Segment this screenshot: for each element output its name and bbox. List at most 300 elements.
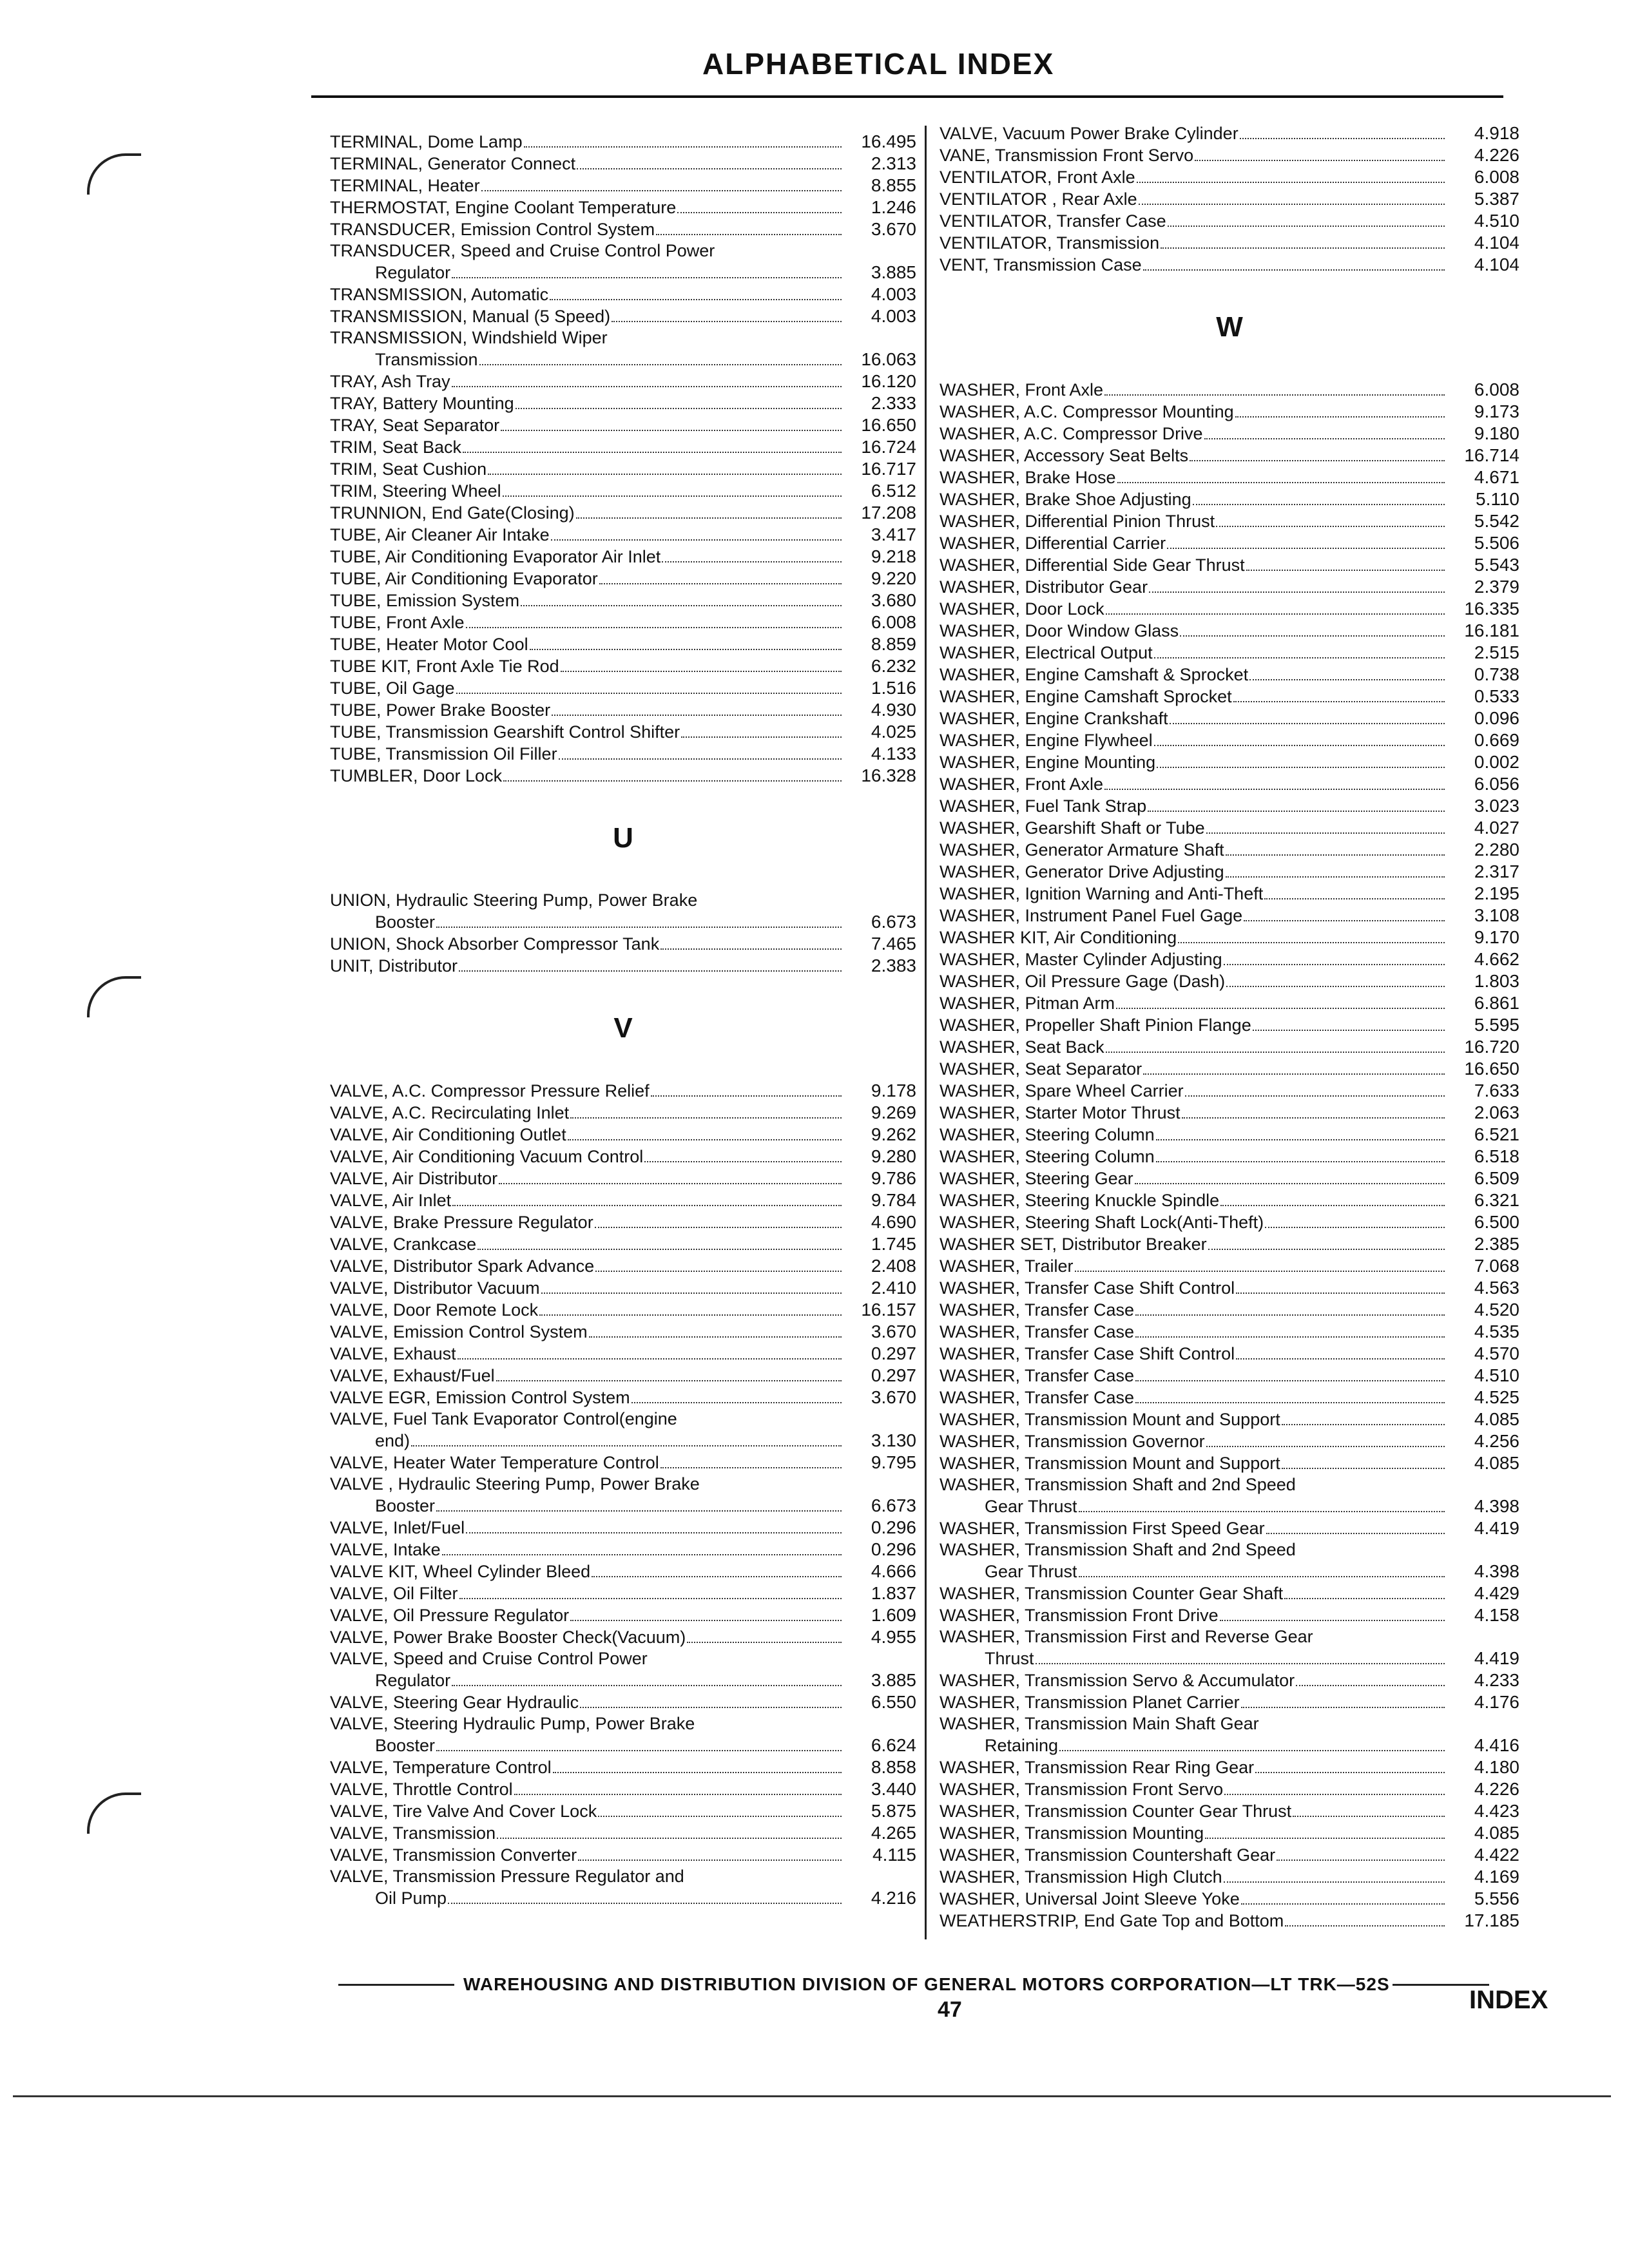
index-entry <box>940 1189 1519 1211</box>
entry-name: VALVE, Inlet/Fuel <box>330 1518 465 1537</box>
index-entry <box>940 254 1519 276</box>
entry-number: 3.440 <box>871 1779 916 1799</box>
index-entry <box>330 284 916 305</box>
entry-name: VALVE, A.C. Recirculating Inlet <box>330 1103 570 1122</box>
entry-number: 3.670 <box>871 1387 916 1407</box>
entry-name: VENT, Transmission Case <box>940 255 1142 274</box>
index-entry <box>330 1343 916 1365</box>
entry-number: 9.795 <box>871 1452 916 1472</box>
entry-number: 4.535 <box>1474 1321 1519 1341</box>
dot-leader <box>458 1358 842 1360</box>
dot-leader <box>1117 482 1445 483</box>
entry-number: 4.265 <box>871 1823 916 1843</box>
index-entry <box>330 218 916 240</box>
dot-leader <box>576 517 842 519</box>
entry-number: 4.525 <box>1474 1387 1519 1407</box>
entry-name: Retaining <box>985 1736 1059 1755</box>
dot-leader <box>1106 1052 1445 1053</box>
index-entry <box>940 1626 1519 1648</box>
entry-name: WASHER, Engine Camshaft & Sprocket <box>940 665 1249 684</box>
dot-leader <box>541 1293 842 1294</box>
dot-leader <box>1180 635 1445 637</box>
dot-leader <box>1224 1794 1445 1795</box>
dot-leader <box>681 736 842 738</box>
entry-number: 16.720 <box>1464 1037 1519 1057</box>
entry-name: VALVE , Hydraulic Steering Pump, Power Brake <box>330 1474 700 1494</box>
dot-leader <box>1139 204 1445 205</box>
entry-name: WASHER, Transmission Servo & Accumulator <box>940 1671 1295 1690</box>
entry-name: TUBE, Power Brake Booster <box>330 700 551 720</box>
index-entry <box>940 1866 1519 1888</box>
entry-name: WASHER, Instrument Panel Fuel Gage <box>940 906 1243 925</box>
entry-name: Booster <box>375 912 436 932</box>
dot-leader <box>1167 548 1445 549</box>
entry-name: VANE, Transmission Front Servo <box>940 146 1194 165</box>
entry-number: 4.115 <box>872 1845 916 1865</box>
index-entry <box>940 883 1519 905</box>
index-entry <box>940 1910 1519 1932</box>
index-entry <box>330 1102 916 1124</box>
dot-leader <box>497 1838 842 1839</box>
entry-name: WASHER, Transmission Rear Ring Gear <box>940 1758 1255 1777</box>
dot-leader <box>448 1903 842 1904</box>
index-entry <box>330 1146 916 1168</box>
entry-name: VALVE, Transmission Converter <box>330 1845 577 1865</box>
index-entry <box>940 122 1519 144</box>
section-letter: W <box>1216 311 1243 343</box>
dot-leader <box>1154 745 1445 746</box>
entry-name: WASHER, Front Axle <box>940 774 1104 794</box>
index-entry <box>940 1648 1519 1669</box>
dot-leader <box>503 495 842 497</box>
entry-number: 7.633 <box>1474 1081 1519 1100</box>
entry-number: 7.068 <box>1474 1256 1519 1276</box>
index-entry <box>940 1669 1519 1691</box>
index-entry <box>940 1800 1519 1822</box>
index-entry <box>940 795 1519 817</box>
entry-name: Regulator <box>375 1671 451 1690</box>
index-entry <box>330 590 916 611</box>
entry-name: WASHER, Steering Shaft Lock(Anti-Theft) <box>940 1213 1264 1232</box>
index-entry <box>940 970 1519 992</box>
index-entry <box>940 1146 1519 1168</box>
entry-name: WASHER, Distributor Gear <box>940 577 1148 597</box>
entry-name: VALVE, Fuel Tank Evaporator Control(engine <box>330 1409 677 1428</box>
index-entry <box>940 905 1519 927</box>
dot-leader <box>463 452 842 453</box>
dot-leader <box>499 1183 842 1184</box>
index-entry <box>330 502 916 524</box>
index-entry <box>330 1866 916 1887</box>
entry-number: 16.650 <box>1464 1059 1519 1079</box>
entry-number: 4.176 <box>1474 1692 1519 1712</box>
dot-leader <box>411 1445 842 1446</box>
entry-name: VALVE, Distributor Spark Advance <box>330 1256 595 1276</box>
entry-name: TRANSMISSION, Manual (5 Speed) <box>330 307 611 326</box>
entry-name: WASHER, A.C. Compressor Drive <box>940 424 1203 443</box>
entry-name: VALVE, Brake Pressure Regulator <box>330 1213 593 1232</box>
dot-leader <box>1036 1663 1445 1664</box>
dot-leader <box>599 583 842 584</box>
entry-name: VALVE, Exhaust <box>330 1344 456 1363</box>
index-entry <box>940 576 1519 598</box>
entry-name: TUBE KIT, Front Axle Tie Rod <box>330 657 559 676</box>
dot-leader <box>1220 1620 1445 1621</box>
index-entry <box>330 546 916 568</box>
dot-leader <box>1135 1402 1445 1403</box>
entry-name: WASHER, Seat Back <box>940 1037 1104 1057</box>
dot-leader <box>570 1620 842 1621</box>
entry-name: Transmission <box>375 350 478 369</box>
dot-leader <box>1216 526 1445 527</box>
entry-name: WASHER, Transmission First Speed Gear <box>940 1519 1265 1538</box>
index-entry <box>330 1430 916 1452</box>
dot-leader <box>1244 920 1445 921</box>
index-entry <box>330 1277 916 1299</box>
entry-name: VALVE, Door Remote Lock <box>330 1300 539 1320</box>
entry-number: 16.157 <box>861 1300 916 1320</box>
entry-name: WASHER, Transmission Countershaft Gear <box>940 1845 1276 1865</box>
entry-name: WASHER, Engine Camshaft Sprocket <box>940 687 1232 706</box>
index-entry <box>940 1080 1519 1102</box>
index-entry <box>940 1474 1519 1495</box>
dot-leader <box>1265 1227 1445 1228</box>
index-entry <box>940 1888 1519 1910</box>
entry-name: TRAY, Battery Mounting <box>330 394 514 413</box>
entry-number: 4.520 <box>1474 1300 1519 1320</box>
index-entry <box>940 927 1519 948</box>
index-entry <box>330 1387 916 1408</box>
dot-leader <box>477 1249 842 1250</box>
entry-name: WASHER, Brake Hose <box>940 468 1116 487</box>
entry-name: WASHER, Transmission Mounting <box>940 1823 1204 1843</box>
entry-name: WASHER, Transmission High Clutch <box>940 1867 1222 1887</box>
entry-name: WASHER, Transfer Case <box>940 1300 1135 1320</box>
entry-name: WASHER, Transmission Governor <box>940 1432 1205 1451</box>
entry-name: TRAY, Ash Tray <box>330 372 450 391</box>
entry-number: 6.518 <box>1474 1146 1519 1166</box>
index-entry <box>330 1844 916 1866</box>
entry-name: VALVE, Heater Water Temperature Control <box>330 1453 659 1472</box>
entry-name: WASHER SET, Distributor Breaker <box>940 1235 1207 1254</box>
entry-number: 2.313 <box>871 153 916 173</box>
entry-number: 4.104 <box>1474 255 1519 274</box>
entry-name: VALVE, Air Distributor <box>330 1169 498 1188</box>
entry-name: TUMBLER, Door Lock <box>330 766 503 785</box>
dot-leader <box>592 1576 842 1577</box>
entry-number: 16.181 <box>1464 620 1519 640</box>
index-entry <box>330 1408 916 1430</box>
dot-leader <box>595 1271 842 1272</box>
entry-number: 7.465 <box>871 934 916 954</box>
entry-number: 4.226 <box>1474 145 1519 165</box>
index-column-right <box>940 122 1519 1932</box>
index-entry <box>940 1735 1519 1756</box>
dot-leader <box>1206 1446 1445 1447</box>
dot-leader <box>578 1860 842 1861</box>
entry-name: WASHER, Transfer Case Shift Control <box>940 1278 1235 1298</box>
entry-number: 9.220 <box>871 568 916 588</box>
entry-number: 5.875 <box>871 1801 916 1821</box>
entry-number: 6.008 <box>871 612 916 632</box>
index-entry <box>940 1102 1519 1124</box>
index-entry <box>330 1474 916 1495</box>
entry-number: 2.333 <box>871 393 916 413</box>
entry-name: UNION, Shock Absorber Compressor Tank <box>330 934 660 954</box>
dot-leader <box>436 1510 842 1512</box>
entry-name: VALVE, Power Brake Booster Check(Vacuum) <box>330 1628 686 1647</box>
entry-name: UNION, Hydraulic Steering Pump, Power Brake <box>330 890 698 910</box>
index-entry <box>940 642 1519 664</box>
dot-leader <box>550 299 842 300</box>
dot-leader <box>656 234 842 235</box>
entry-number: 6.861 <box>1474 993 1519 1013</box>
index-entry <box>330 721 916 743</box>
entry-number: 2.280 <box>1474 840 1519 860</box>
entry-name: VALVE EGR, Emission Control System <box>330 1388 630 1407</box>
entry-number: 6.673 <box>871 1495 916 1515</box>
entry-name: TERMINAL, Generator Connect <box>330 154 576 173</box>
entry-name: WASHER, Trailer <box>940 1256 1074 1276</box>
index-entry <box>330 175 916 197</box>
entry-number: 1.803 <box>1474 971 1519 991</box>
index-entry <box>940 379 1519 401</box>
dot-leader <box>1135 1380 1445 1381</box>
dot-leader <box>1156 1161 1445 1162</box>
entry-name: VENTILATOR, Front Axle <box>940 168 1135 187</box>
entry-name: WASHER, Oil Pressure Gage (Dash) <box>940 972 1226 991</box>
index-entry <box>940 1756 1519 1778</box>
entry-name: WASHER, A.C. Compressor Mounting <box>940 402 1234 421</box>
index-entry <box>940 554 1519 576</box>
entry-number: 9.269 <box>871 1102 916 1122</box>
dot-leader <box>459 1598 842 1599</box>
dot-leader <box>1206 832 1445 834</box>
entry-name: WASHER, Transmission Main Shaft Gear <box>940 1714 1259 1733</box>
dot-leader <box>1224 1881 1445 1883</box>
index-entry <box>330 1495 916 1517</box>
index-entry <box>330 1887 916 1909</box>
index-entry <box>940 664 1519 686</box>
index-entry <box>330 1561 916 1582</box>
index-entry <box>940 1124 1519 1146</box>
dot-leader <box>466 627 842 628</box>
index-entry <box>330 655 916 677</box>
entry-name: WASHER, Front Axle <box>940 380 1104 399</box>
entry-number: 9.173 <box>1474 401 1519 421</box>
dot-leader <box>553 1772 842 1773</box>
dot-leader <box>1104 394 1445 396</box>
index-entry <box>330 1778 916 1800</box>
index-entry <box>330 305 916 327</box>
entry-name: UNIT, Distributor <box>330 956 458 975</box>
index-entry <box>330 436 916 458</box>
entry-name: WASHER, Fuel Tank Strap <box>940 796 1147 816</box>
entry-number: 3.108 <box>1474 905 1519 925</box>
index-entry <box>940 166 1519 188</box>
index-entry <box>330 1233 916 1255</box>
entry-number: 4.416 <box>1474 1735 1519 1755</box>
entry-name: WASHER, Transmission Shaft and 2nd Speed <box>940 1540 1296 1559</box>
entry-number: 5.595 <box>1474 1015 1519 1035</box>
entry-number: 2.515 <box>1474 642 1519 662</box>
section-letter: V <box>613 1012 633 1044</box>
dot-leader <box>551 539 842 541</box>
index-entry <box>940 1036 1519 1058</box>
dot-leader <box>1116 1008 1445 1009</box>
index-entry <box>330 197 916 218</box>
entry-number: 4.133 <box>871 744 916 764</box>
entry-number: 4.398 <box>1474 1496 1519 1516</box>
column-divider <box>925 126 927 1939</box>
binder-hole-mark <box>87 1792 141 1834</box>
index-entry <box>330 414 916 436</box>
dot-leader <box>503 780 842 782</box>
dot-leader <box>1296 1685 1445 1686</box>
entry-name: WASHER, Spare Wheel Carrier <box>940 1081 1184 1100</box>
entry-number: 6.673 <box>871 912 916 932</box>
dot-leader <box>1226 876 1445 878</box>
index-entry <box>940 620 1519 642</box>
dot-leader <box>1168 226 1445 227</box>
bottom-rule <box>13 2095 1611 2097</box>
entry-name: Booster <box>375 1736 436 1755</box>
entry-name: Gear Thrust <box>985 1497 1077 1516</box>
entry-name: WEATHERSTRIP, End Gate Top and Bottom <box>940 1911 1284 1930</box>
entry-number: 4.510 <box>1474 1365 1519 1385</box>
dot-leader <box>1161 247 1445 249</box>
index-entry <box>330 153 916 175</box>
dot-leader <box>452 277 842 278</box>
footer-division-text: WAREHOUSING AND DISTRIBUTION DIVISION OF GENERAL MOTORS CORPORATION—LT TRK—52S <box>463 1974 1390 1994</box>
entry-number: 2.410 <box>871 1278 916 1298</box>
dot-leader <box>1293 1816 1445 1817</box>
index-entry <box>940 1430 1519 1452</box>
index-entry <box>330 955 916 977</box>
entry-name: VALVE, Steering Gear Hydraulic <box>330 1693 579 1712</box>
entry-name: WASHER, Transmission First and Reverse Gear <box>940 1627 1313 1646</box>
entry-number: 4.104 <box>1474 233 1519 253</box>
entry-name: VALVE, Oil Pressure Regulator <box>330 1606 570 1625</box>
entry-number: 4.216 <box>871 1888 916 1908</box>
index-entry <box>940 488 1519 510</box>
index-entry <box>940 839 1519 861</box>
entry-number: 16.063 <box>861 349 916 369</box>
dot-leader <box>1253 1030 1445 1031</box>
index-entry <box>940 423 1519 445</box>
entry-number: 2.063 <box>1474 1102 1519 1122</box>
binder-hole-mark <box>87 976 141 1017</box>
entry-name: TRANSDUCER, Speed and Cruise Control Power <box>330 241 715 260</box>
entry-number: 0.297 <box>871 1365 916 1385</box>
entry-number: 16.328 <box>861 765 916 785</box>
entry-name: WASHER KIT, Air Conditioning <box>940 928 1177 947</box>
dot-leader <box>687 1642 842 1643</box>
index-entry <box>940 510 1519 532</box>
entry-name: TRAY, Seat Separator <box>330 416 500 435</box>
entry-name: VALVE, Vacuum Power Brake Cylinder <box>940 124 1239 143</box>
entry-number: 16.495 <box>861 131 916 151</box>
dot-leader <box>570 1117 842 1119</box>
index-entry <box>330 933 916 955</box>
index-entry <box>940 1014 1519 1036</box>
dot-leader <box>479 364 842 365</box>
dot-leader <box>436 927 842 928</box>
dot-leader <box>1149 591 1445 593</box>
entry-name: WASHER, Transmission Planet Carrier <box>940 1693 1240 1712</box>
dot-leader <box>1135 1183 1445 1184</box>
entry-number: 6.500 <box>1474 1212 1519 1232</box>
dot-leader <box>1135 1314 1445 1316</box>
entry-name: WASHER, Transmission Shaft and 2nd Speed <box>940 1475 1296 1494</box>
index-entry <box>330 370 916 392</box>
index-entry <box>330 765 916 787</box>
index-entry <box>330 240 916 262</box>
entry-number: 6.512 <box>871 481 916 501</box>
entry-number: 3.023 <box>1474 796 1519 816</box>
dot-leader <box>436 1750 842 1751</box>
dot-leader <box>1079 1511 1445 1512</box>
entry-name: VALVE, Distributor Vacuum <box>330 1278 540 1298</box>
entry-number: 16.650 <box>861 415 916 435</box>
entry-number: 3.417 <box>871 524 916 544</box>
dot-leader <box>496 1380 842 1381</box>
dot-leader <box>1240 138 1445 139</box>
dot-leader <box>1143 1073 1445 1075</box>
entry-name: WASHER, Differential Side Gear Thrust <box>940 555 1245 575</box>
entry-number: 1.609 <box>871 1605 916 1625</box>
dot-leader <box>660 948 842 950</box>
index-entry <box>940 1713 1519 1735</box>
index-entry <box>330 1669 916 1691</box>
entry-number: 6.008 <box>1474 167 1519 187</box>
index-entry <box>940 1517 1519 1539</box>
index-entry <box>940 751 1519 773</box>
entry-name: VALVE, Steering Hydraulic Pump, Power Brake <box>330 1714 695 1733</box>
dot-leader <box>1204 438 1445 439</box>
dot-leader <box>1284 1598 1445 1599</box>
entry-number: 6.624 <box>871 1735 916 1755</box>
dot-leader <box>1255 1772 1445 1773</box>
entry-number: 2.385 <box>1474 1234 1519 1254</box>
index-entry <box>330 611 916 633</box>
entry-name: TRANSMISSION, Windshield Wiper <box>330 328 608 347</box>
dot-leader <box>501 430 842 431</box>
dot-leader <box>442 1554 842 1555</box>
entry-number: 2.383 <box>871 956 916 975</box>
dot-leader <box>1236 1358 1445 1360</box>
index-entry <box>330 1604 916 1626</box>
footer-rule <box>338 1984 454 1986</box>
entry-number: 9.786 <box>871 1168 916 1188</box>
entry-number: 6.008 <box>1474 380 1519 399</box>
entry-name: WASHER, Universal Joint Sleeve Yoke <box>940 1889 1240 1908</box>
entry-name: WASHER, Transmission Front Servo <box>940 1780 1224 1799</box>
index-entry <box>330 1517 916 1539</box>
dot-leader <box>1178 942 1445 943</box>
entry-name: TUBE, Air Conditioning Evaporator Air Inlet <box>330 547 661 566</box>
entry-name: TUBE, Transmission Oil Filler <box>330 744 557 764</box>
entry-name: VENTILATOR, Transfer Case <box>940 211 1166 231</box>
dot-leader <box>1059 1750 1445 1751</box>
index-entry <box>330 1080 916 1102</box>
dot-leader <box>1236 1293 1445 1294</box>
dot-leader <box>644 1161 842 1162</box>
entry-name: VALVE, Temperature Control <box>330 1758 552 1777</box>
index-entry <box>940 1255 1519 1277</box>
entry-name: VALVE, Transmission <box>330 1823 496 1843</box>
index-column-left <box>330 131 916 1909</box>
